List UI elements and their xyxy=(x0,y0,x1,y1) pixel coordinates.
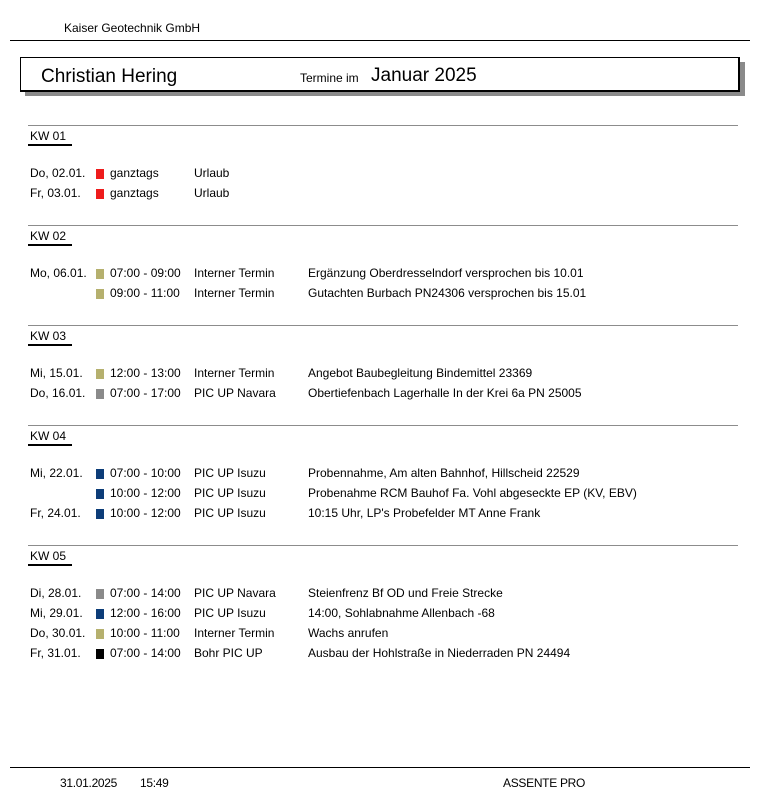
appointment-type: Interner Termin xyxy=(194,366,275,380)
appointment-date: Fr, 31.01. xyxy=(30,646,81,660)
appointment-time: 10:00 - 12:00 xyxy=(110,506,181,520)
section-divider xyxy=(28,225,738,226)
section-divider xyxy=(28,125,738,126)
appointment-row[interactable] xyxy=(28,386,738,406)
section-divider xyxy=(28,325,738,326)
appointment-description: Probennahme, Am alten Bahnhof, Hillscheid 22529 xyxy=(308,466,580,480)
appointment-time: 10:00 - 12:00 xyxy=(110,486,181,500)
category-color-square-icon xyxy=(96,469,104,479)
appointment-type: Bohr PIC UP xyxy=(194,646,263,660)
category-color-square-icon xyxy=(96,269,104,279)
category-color-square-icon xyxy=(96,369,104,379)
appointment-time: ganztags xyxy=(110,166,159,180)
appointment-row[interactable] xyxy=(28,166,738,186)
appointment-description: Obertiefenbach Lagerhalle In der Krei 6a PN 25005 xyxy=(308,386,582,400)
week-label: KW 04 xyxy=(30,429,67,443)
title-box xyxy=(20,57,740,92)
appointment-date: Mi, 15.01. xyxy=(30,366,83,380)
appointment-description: Ausbau der Hohlstraße in Niederraden PN 24494 xyxy=(308,646,571,660)
appointment-type: PIC UP Navara xyxy=(194,586,276,600)
appointment-description: Wachs anrufen xyxy=(308,626,389,640)
title-subtitle: Termine im xyxy=(300,71,359,85)
appointment-time: 09:00 - 11:00 xyxy=(110,286,180,300)
appointment-type: Urlaub xyxy=(194,166,230,180)
appointment-time: 10:00 - 11:00 xyxy=(110,626,180,640)
appointment-type: Interner Termin xyxy=(194,626,275,640)
section-divider xyxy=(28,425,738,426)
footer-app-name: ASSENTE PRO xyxy=(503,776,586,790)
week-label-underline xyxy=(28,564,72,566)
appointment-date: Do, 02.01. xyxy=(30,166,86,180)
appointment-description: 10:15 Uhr, LP's Probefelder MT Anne Frank xyxy=(308,506,541,520)
category-color-square-icon xyxy=(96,169,104,179)
appointment-time: 07:00 - 14:00 xyxy=(110,646,181,660)
week-label-underline xyxy=(28,344,72,346)
category-color-square-icon xyxy=(96,629,104,639)
appointment-row[interactable] xyxy=(28,586,738,606)
category-color-square-icon xyxy=(96,289,104,299)
appointment-time: 12:00 - 13:00 xyxy=(110,366,181,380)
appointment-row[interactable] xyxy=(28,486,738,506)
category-color-square-icon xyxy=(96,649,104,659)
category-color-square-icon xyxy=(96,589,104,599)
appointment-type: PIC UP Isuzu xyxy=(194,506,266,520)
appointment-row[interactable] xyxy=(28,266,738,286)
appointment-row[interactable] xyxy=(28,646,738,666)
category-color-square-icon xyxy=(96,509,104,519)
appointment-type: PIC UP Isuzu xyxy=(194,466,266,480)
appointment-date: Mi, 29.01. xyxy=(30,606,83,620)
appointment-time: 07:00 - 14:00 xyxy=(110,586,181,600)
appointment-time: 07:00 - 10:00 xyxy=(110,466,181,480)
appointment-type: PIC UP Navara xyxy=(194,386,276,400)
header-divider xyxy=(10,40,750,41)
appointment-time: 07:00 - 09:00 xyxy=(110,266,181,280)
footer-time: 15:49 xyxy=(140,776,169,790)
week-label: KW 01 xyxy=(30,129,67,143)
week-label-underline xyxy=(28,144,72,146)
title-month: Januar 2025 xyxy=(371,65,477,86)
appointment-date: Fr, 24.01. xyxy=(30,506,81,520)
week-label: KW 02 xyxy=(30,229,67,243)
appointment-date: Fr, 03.01. xyxy=(30,186,81,200)
appointment-time: 12:00 - 16:00 xyxy=(110,606,181,620)
appointment-type: PIC UP Isuzu xyxy=(194,486,266,500)
appointment-description: 14:00, Sohlabnahme Allenbach -68 xyxy=(308,606,495,620)
appointment-row[interactable] xyxy=(28,506,738,526)
appointment-time: 07:00 - 17:00 xyxy=(110,386,181,400)
appointment-row[interactable] xyxy=(28,366,738,386)
category-color-square-icon xyxy=(96,189,104,199)
category-color-square-icon xyxy=(96,389,104,399)
appointment-row[interactable] xyxy=(28,606,738,626)
appointment-description: Probenahme RCM Bauhof Fa. Vohl abgeseckte EP (KV, EBV) xyxy=(308,486,637,500)
appointment-row[interactable] xyxy=(28,626,738,646)
appointment-description: Ergänzung Oberdresselndorf versprochen bis 10.01 xyxy=(308,266,584,280)
appointment-date: Do, 30.01. xyxy=(30,626,86,640)
company-name: Kaiser Geotechnik GmbH xyxy=(64,21,201,35)
section-divider xyxy=(28,545,738,546)
week-label-underline xyxy=(28,444,72,446)
appointment-row[interactable] xyxy=(28,286,738,306)
appointment-description: Steienfrenz Bf OD und Freie Strecke xyxy=(308,586,503,600)
category-color-square-icon xyxy=(96,609,104,619)
appointment-type: Urlaub xyxy=(194,186,230,200)
appointment-type: Interner Termin xyxy=(194,286,275,300)
appointment-date: Mi, 22.01. xyxy=(30,466,83,480)
person-name: Christian Hering xyxy=(41,66,178,87)
footer-date: 31.01.2025 xyxy=(60,776,118,790)
appointment-description: Gutachten Burbach PN24306 versprochen bis 15.01 xyxy=(308,286,587,300)
week-label: KW 05 xyxy=(30,549,67,563)
week-label-underline xyxy=(28,244,72,246)
appointment-date: Do, 16.01. xyxy=(30,386,86,400)
appointment-row[interactable] xyxy=(28,186,738,206)
week-label: KW 03 xyxy=(30,329,67,343)
appointment-description: Angebot Baubegleitung Bindemittel 23369 xyxy=(308,366,533,380)
footer-divider xyxy=(10,767,750,768)
appointment-date: Mo, 06.01. xyxy=(30,266,87,280)
appointment-type: Interner Termin xyxy=(194,266,275,280)
appointment-type: PIC UP Isuzu xyxy=(194,606,266,620)
appointment-time: ganztags xyxy=(110,186,159,200)
appointment-date: Di, 28.01. xyxy=(30,586,82,600)
category-color-square-icon xyxy=(96,489,104,499)
appointment-row[interactable] xyxy=(28,466,738,486)
